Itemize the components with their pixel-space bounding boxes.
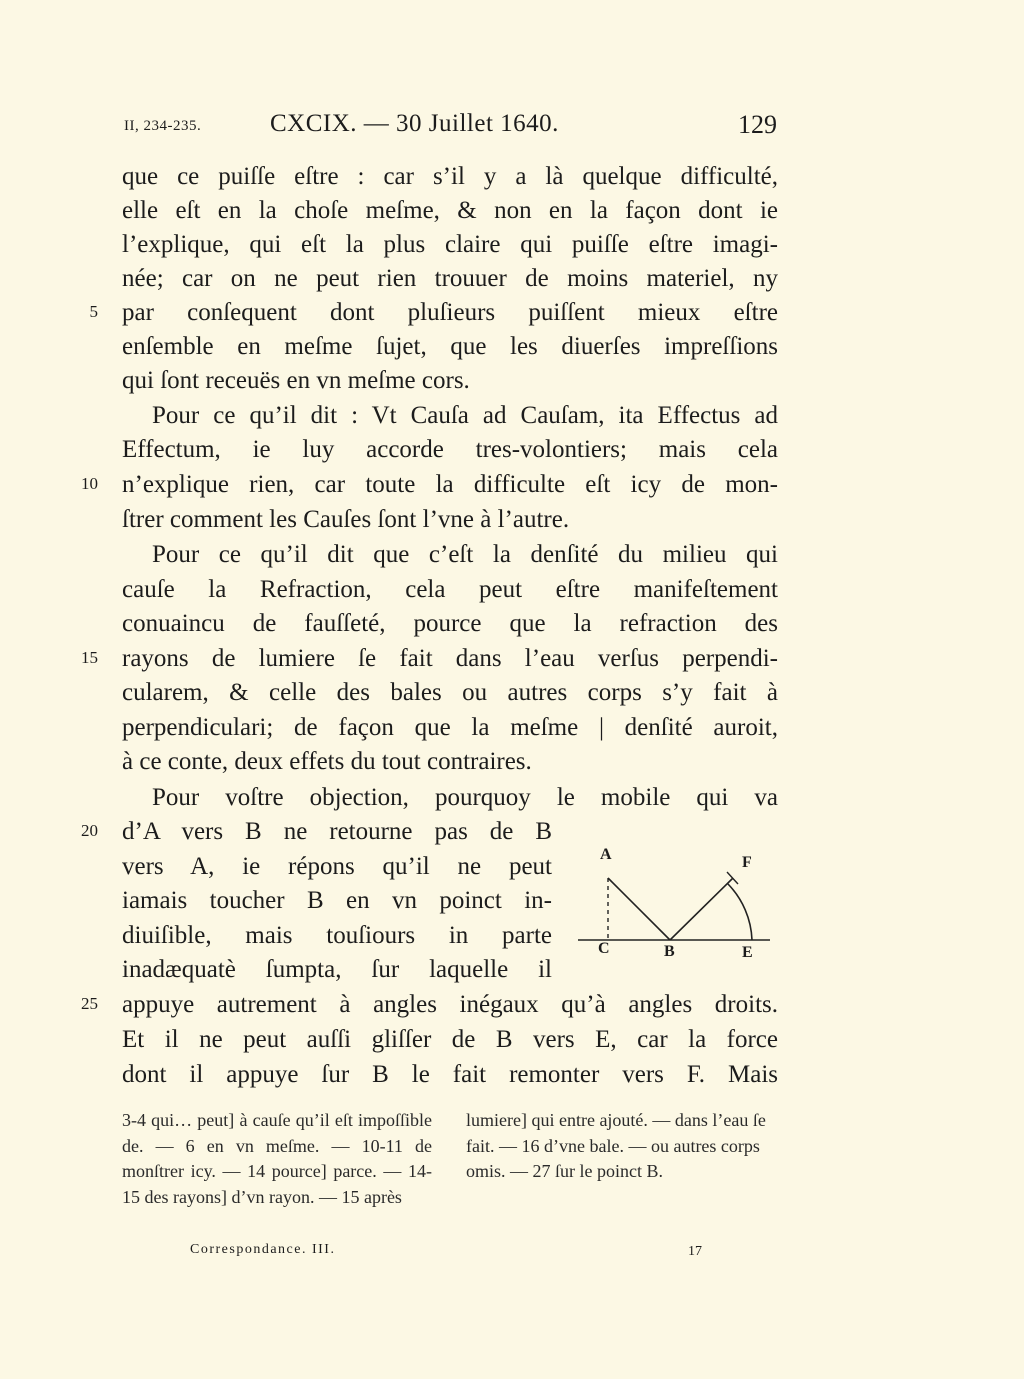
body-line: n’explique rien, car toute la difficulte eſt icy de mon- <box>122 471 778 498</box>
body-line: Et il ne peut auſſi gliſſer de B vers E, car la force <box>122 1026 778 1053</box>
point-label-a: A <box>600 846 612 863</box>
body-line: que ce puiſſe eſtre : car s’il y a là quelque difficulté, <box>122 163 778 190</box>
point-label-f: F <box>742 854 752 871</box>
page-number: 129 <box>738 110 777 139</box>
body-line: rayons de lumiere ſe fait dans l’eau verſus perpendi- <box>122 645 778 672</box>
body-line: Effectum, ie luy accorde tres-volontiers; mais cela <box>122 436 778 463</box>
body-line: inadæquatè ſumpta, ſur laquelle il <box>122 956 552 983</box>
body-line: iamais toucher B en vn poinct in- <box>122 887 552 914</box>
body-line: dont il appuye ſur B le fait remonter vers F. Mais <box>122 1061 778 1088</box>
line-number: 5 <box>89 302 98 321</box>
footer-signature: Correspondance. III. <box>190 1242 336 1257</box>
body-line: ſtrer comment les Cauſes ſont l’vne à l’autre. <box>122 506 570 533</box>
body-line: Pour voſtre objection, pourquoy le mobile qui va <box>152 784 778 811</box>
point-label-c: C <box>598 940 610 957</box>
header-reference: II, 234-235. <box>124 118 202 134</box>
line-number: 20 <box>81 821 98 840</box>
body-line: cauſe la Refraction, cela peut eſtre manifeſtement <box>122 576 778 603</box>
point-label-e: E <box>742 944 753 961</box>
body-line: Pour ce qu’il dit : Vt Cauſa ad Cauſam, ita Effectus ad <box>152 402 778 429</box>
body-line: l’explique, qui eſt la plus claire qui puiſſe eſtre imagi- <box>122 231 778 258</box>
footnotes-left: 3-4 qui… peut] à cauſe qu’il eſt impoſſible de. — 6 en vn meſme. — 10-11 de monſtrer icy. — 14 pource] parce. — 14-15 des rayons] d’vn rayon. — 15 après <box>122 1110 432 1207</box>
footnotes-right: lumiere] qui entre ajouté. — dans l’eau ſe fait. — 16 d’vne bale. — ou autres corps omis. — 27 ſur le poinct B. <box>466 1110 766 1181</box>
body-line: perpendiculari; de façon que la meſme | denſité auroit, <box>122 714 778 741</box>
body-line: qui ſont receuës en vn meſme cors. <box>122 367 470 394</box>
body-line: d’A vers B ne retourne pas de B <box>122 818 552 845</box>
line-number: 25 <box>81 994 98 1013</box>
footer-sheet-number: 17 <box>688 1244 702 1259</box>
body-line: née; car on ne peut rien trouuer de moins materiel, ny <box>122 265 778 292</box>
body-line: vers A, ie répons qu’il ne peut <box>122 853 552 880</box>
body-line: enſemble en meſme ſujet, que les diuerſes impreſſions <box>122 333 778 360</box>
reflected-ray <box>670 878 733 940</box>
body-line: appuye autrement à angles inégaux qu’à angles droits. <box>122 991 778 1018</box>
reflection-figure <box>578 840 778 975</box>
line-number: 15 <box>81 648 98 667</box>
body-line: conuaincu de fauſſeté, pource que la refraction des <box>122 610 778 637</box>
line-number: 10 <box>81 474 98 493</box>
body-line: par conſequent dont pluſieurs puiſſent mieux eſtre <box>122 299 778 326</box>
body-line: elle eſt en la choſe meſme, & non en la façon dont ie <box>122 197 778 224</box>
body-line: cularem, & celle des bales ou autres corps s’y fait à <box>122 679 778 706</box>
body-line: Pour ce qu’il dit que c’eſt la denſité du milieu qui <box>152 541 778 568</box>
header-title: CXCIX. — 30 Juillet 1640. <box>270 110 559 137</box>
incident-ray <box>608 878 670 940</box>
body-line: diuiſible, mais touſiours in parte <box>122 922 552 949</box>
point-label-b: B <box>664 943 675 960</box>
body-line: à ce conte, deux effets du tout contraires. <box>122 748 532 775</box>
arc-path <box>728 884 752 940</box>
